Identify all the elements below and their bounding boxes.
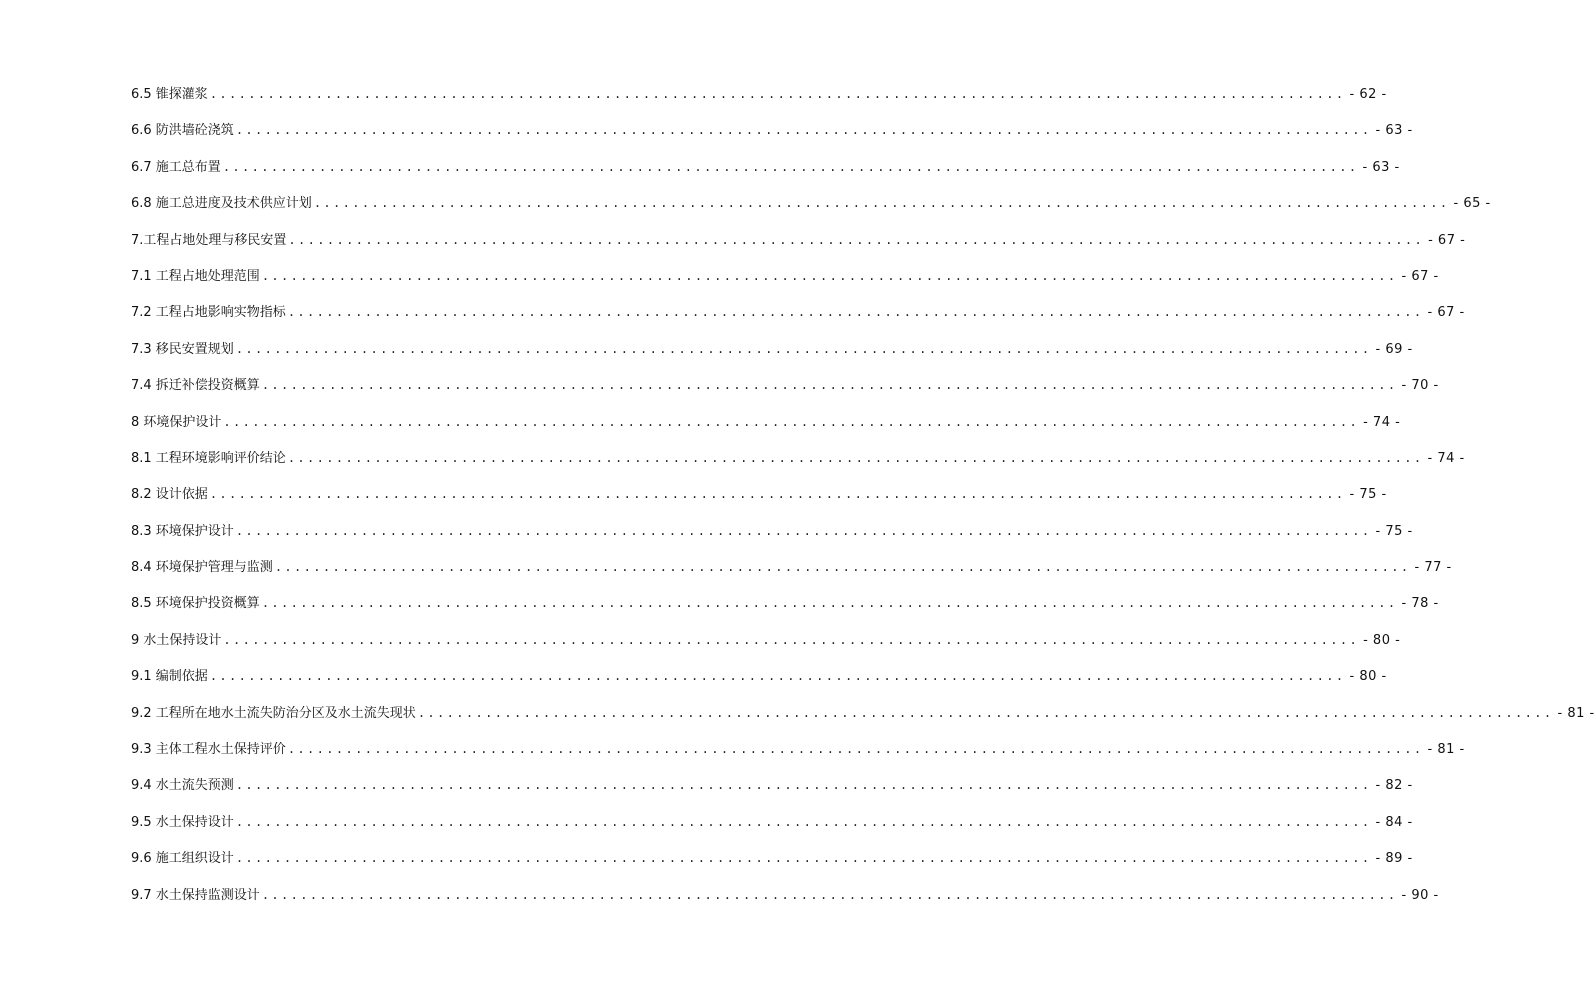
toc-entry[interactable] [131, 84, 1387, 120]
toc-entry[interactable] [131, 339, 1413, 375]
toc-entry-title: 9.5 水土保持设计 [131, 814, 234, 830]
toc-entry-page: - 80 - [1349, 669, 1387, 685]
toc-entry[interactable] [131, 193, 1491, 229]
toc-entry-title: 9.1 编制依据 [131, 669, 208, 685]
toc-entry-page: - 89 - [1375, 851, 1413, 867]
toc-entry-title: 6.8 施工总进度及技术供应计划 [131, 196, 312, 212]
toc-entry-title: 9.3 主体工程水土保持评价 [131, 742, 286, 758]
toc-leader-dots: ...................................................................................................................... [209, 487, 1346, 502]
toc-leader-dots: ...................................................................................................................... [287, 742, 1424, 757]
toc-leader-dots: ...................................................................................................................... [209, 87, 1346, 101]
toc-entry-page: - 90 - [1401, 887, 1439, 903]
toc-entry-title: 9 水土保持设计 [131, 632, 222, 648]
toc-leader-dots: ...................................................................................................................... [287, 305, 1424, 320]
toc-entry[interactable] [131, 375, 1439, 411]
toc-entry-page: - 63 - [1375, 123, 1413, 139]
toc-entry[interactable] [131, 666, 1387, 702]
toc-entry-page: - 67 - [1401, 268, 1439, 284]
toc-entry-page: - 74 - [1427, 450, 1465, 466]
toc-entry-page: - 65 - [1453, 196, 1491, 212]
toc-entry-title: 8.4 环境保护管理与监测 [131, 560, 273, 576]
toc-entry[interactable] [131, 120, 1413, 156]
toc-leader-dots: ...................................................................................................................... [287, 450, 1424, 465]
toc-leader-dots: ...................................................................................................................... [417, 705, 1554, 720]
toc-entry[interactable] [131, 266, 1439, 302]
toc-entry-title: 8.2 设计依据 [131, 487, 208, 503]
toc-leader-dots: ...................................................................................................................... [261, 596, 1398, 611]
toc-leader-dots: ...................................................................................................................... [235, 814, 1372, 829]
toc-entry-page: - 67 - [1427, 305, 1465, 321]
toc-list [131, 84, 1595, 921]
toc-entry[interactable] [131, 448, 1465, 484]
toc-entry-title: 8.3 环境保护设计 [131, 523, 234, 539]
toc-leader-dots: ...................................................................................................................... [313, 196, 1450, 211]
toc-entry-title: 8.1 工程环境影响评价结论 [131, 450, 286, 466]
toc-entry-title: 9.6 施工组织设计 [131, 851, 234, 867]
toc-entry-title: 6.6 防洪墙砼浇筑 [131, 123, 234, 139]
toc-entry-title: 7.3 移民安置规划 [131, 341, 234, 357]
toc-entry[interactable] [131, 630, 1401, 666]
toc-entry-page: - 63 - [1362, 159, 1400, 175]
toc-entry-title: 7.4 拆迁补偿投资概算 [131, 378, 260, 394]
toc-entry-page: - 74 - [1363, 414, 1401, 430]
toc-entry[interactable] [131, 775, 1413, 811]
toc-entry-title: 9.4 水土流失预测 [131, 778, 234, 794]
toc-leader-dots: ...................................................................................................................... [222, 159, 1359, 174]
toc-entry[interactable] [131, 885, 1439, 921]
toc-entry[interactable] [131, 812, 1413, 848]
toc-entry-page: - 80 - [1363, 632, 1401, 648]
toc-entry[interactable] [131, 703, 1595, 739]
toc-leader-dots: ...................................................................................................................... [235, 851, 1372, 866]
toc-leader-dots: ...................................................................................................................... [223, 632, 1360, 647]
toc-entry-page: - 81 - [1557, 705, 1595, 721]
toc-entry[interactable] [131, 848, 1413, 884]
toc-entry-title: 7.1 工程占地处理范围 [131, 268, 260, 284]
toc-entry-page: - 84 - [1375, 814, 1413, 830]
toc-leader-dots: ...................................................................................................................... [235, 123, 1372, 138]
toc-entry-page: - 82 - [1375, 778, 1413, 794]
toc-entry-title: 8 环境保护设计 [131, 414, 222, 430]
toc-entry[interactable] [131, 157, 1400, 193]
toc-entry[interactable] [131, 302, 1465, 338]
toc-entry-title: 8.5 环境保护投资概算 [131, 596, 260, 612]
toc-entry-title: 7.2 工程占地影响实物指标 [131, 305, 286, 321]
toc-leader-dots: ...................................................................................................................... [288, 232, 1425, 247]
toc-entry-title: 9.7 水土保持监测设计 [131, 887, 260, 903]
toc-entry-page: - 78 - [1401, 596, 1439, 612]
toc-entry[interactable] [131, 230, 1466, 266]
toc-entry-page: - 81 - [1427, 742, 1465, 758]
toc-entry-title: 7.工程占地处理与移民安置 [131, 232, 287, 248]
toc-entry-title: 6.5 锥探灌浆 [131, 87, 208, 102]
toc-entry-page: - 75 - [1375, 523, 1413, 539]
toc-entry-title: 6.7 施工总布置 [131, 159, 221, 175]
toc-entry-page: - 67 - [1428, 232, 1466, 248]
toc-entry[interactable] [131, 412, 1401, 448]
toc-leader-dots: ...................................................................................................................... [235, 341, 1372, 356]
toc-entry-title: 9.2 工程所在地水土流失防治分区及水土流失现状 [131, 705, 416, 721]
toc-entry-page: - 62 - [1349, 87, 1387, 102]
toc-entry-page: - 70 - [1401, 378, 1439, 394]
toc-leader-dots: ...................................................................................................................... [261, 378, 1398, 393]
toc-leader-dots: ...................................................................................................................... [235, 523, 1372, 538]
toc-entry-page: - 77 - [1414, 560, 1452, 576]
toc-entry-page: - 69 - [1375, 341, 1413, 357]
toc-entry[interactable] [131, 484, 1387, 520]
toc-leader-dots: ...................................................................................................................... [261, 268, 1398, 283]
toc-entry[interactable] [131, 557, 1452, 593]
toc-entry[interactable] [131, 521, 1413, 557]
toc-leader-dots: ...................................................................................................................... [235, 778, 1372, 793]
toc-leader-dots: ...................................................................................................................... [274, 560, 1411, 575]
toc-leader-dots: ...................................................................................................................... [261, 887, 1398, 902]
toc-leader-dots: ...................................................................................................................... [223, 414, 1360, 429]
toc-entry-page: - 75 - [1349, 487, 1387, 503]
toc-leader-dots: ...................................................................................................................... [209, 669, 1346, 684]
toc-entry[interactable] [131, 593, 1439, 629]
toc-entry[interactable] [131, 739, 1465, 775]
